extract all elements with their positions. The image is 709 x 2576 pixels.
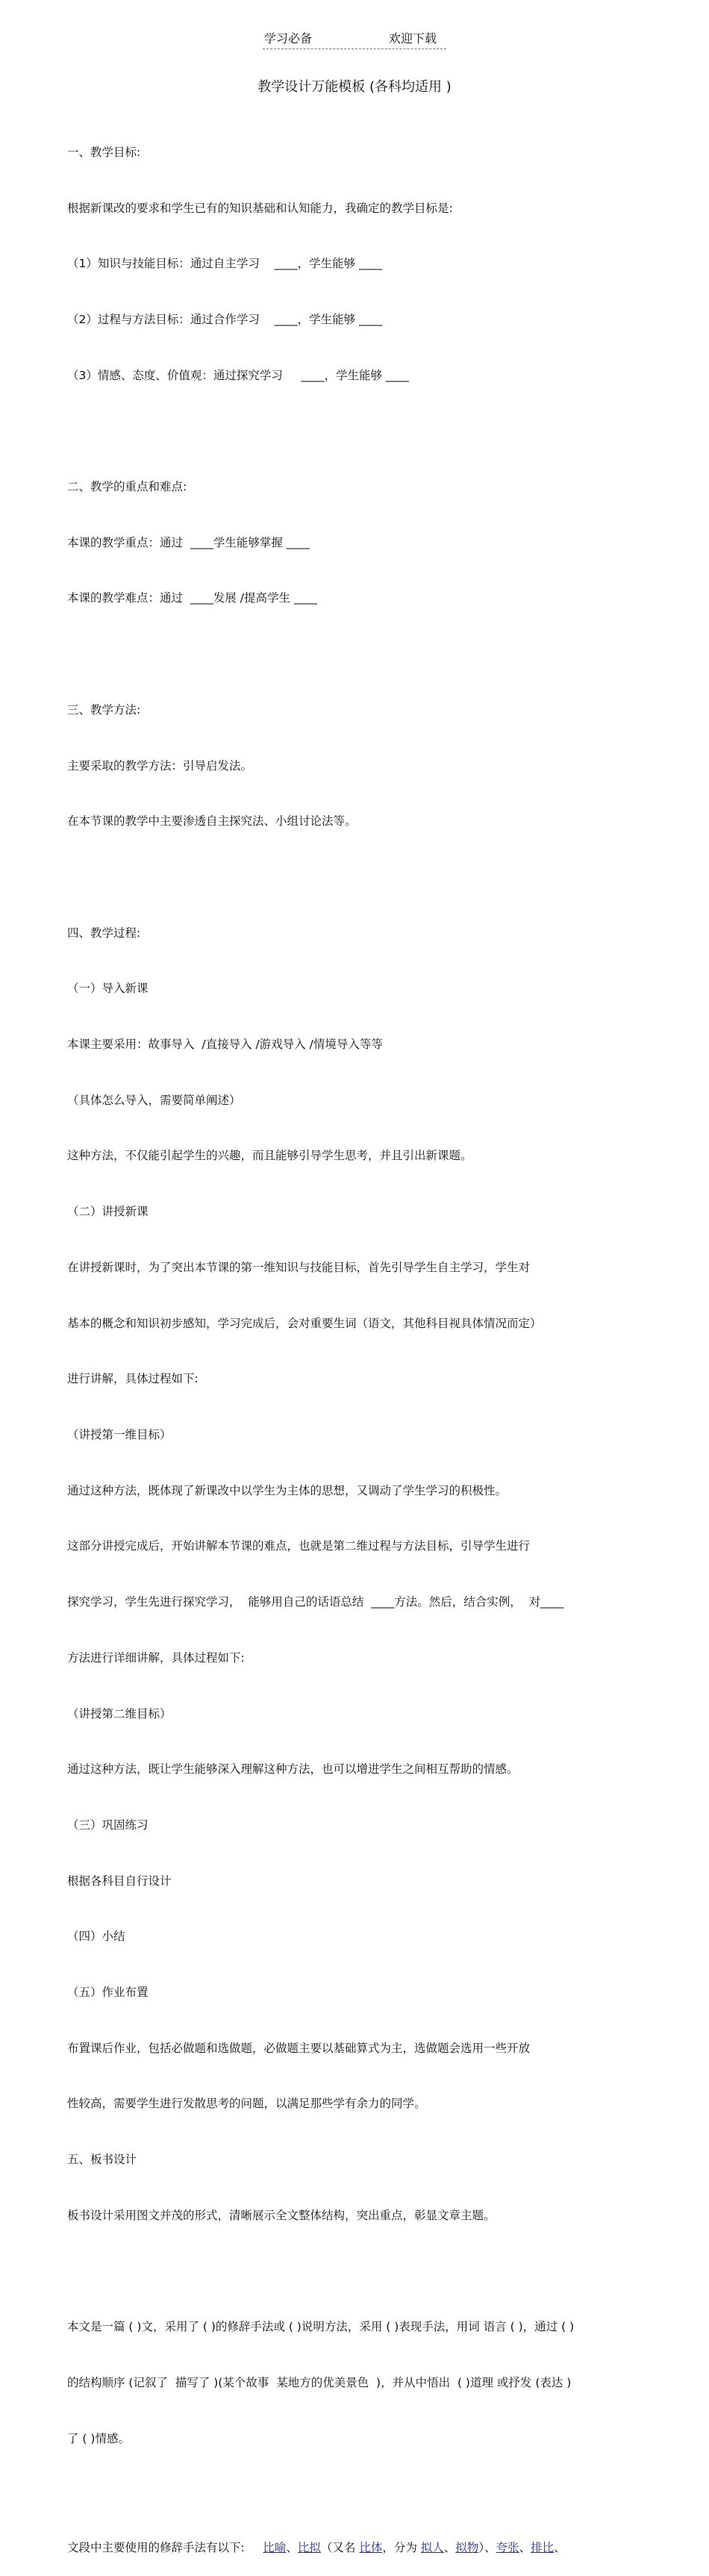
subsection-heading: （三）巩固练习 [67,1818,149,1832]
template-line: 了 ( )情感。 [67,2431,130,2445]
paragraph-line: 性较高，需要学生进行发散思考的问题，以满足那些学有余力的同学。 [67,2097,426,2111]
paragraph-line: 方法进行详细讲解，具体过程如下: [67,1650,245,1665]
template-line: 本文是一篇 ( )文，采用了 ( )的修辞手法或 ( )说明方法，采用 ( )表现手法，用词 语言 ( )，通过 ( ) [67,2320,575,2334]
paragraph-line: （讲授第一维目标） [67,1427,172,1441]
paragraph-line: 板书设计采用图文并茂的形式，清晰展示全文整体结构，突出重点，彰显文章主题。 [67,2208,496,2222]
header-right-text: 欢迎下载 [389,31,437,46]
page-header [263,31,446,49]
rhetoric-link-personification[interactable]: 拟人 [420,2541,444,2555]
paragraph-line: 在本节课的教学中主要渗透自主探究法、小组讨论法等。 [67,814,357,829]
rhetoric-prefix: 文段中主要使用的修辞手法有以下: [67,2541,263,2555]
separator: （又名 [320,2541,360,2555]
paragraph-line: 探究学习，学生先进行探究学习， 能够用自己的话语总结 ____方法。然后，结合实例， 对____ [67,1595,564,1609]
separator: 、 [286,2541,298,2555]
section-heading-key-points: 二、教学的重点和难点: [67,480,187,494]
paragraph-line: 在讲授新课时，为了突出本节课的第一维知识与技能目标，首先引导学生自主学习，学生对 [67,1260,531,1274]
rhetoric-link-analogy[interactable]: 比拟 [297,2541,321,2555]
paragraph-line: 本课主要采用：故事导入 /直接导入 /游戏导入 /情境导入等等 [67,1038,383,1052]
objective-item: （2）过程与方法目标：通过合作学习 ____，学生能够 ____ [67,312,382,326]
section-heading-board: 五、板书设计 [67,2153,137,2167]
paragraph-line: 本课的教学难点：通过 ____发展 /提高学生 ____ [67,591,317,605]
subsection-heading: （一）导入新课 [67,982,149,996]
paragraph-line: 根据新课改的要求和学生已有的知识基础和认知能力，我确定的教学目标是: [67,201,453,215]
paragraph-line: 通过这种方法，既让学生能够深入理解这种方法，也可以增进学生之间相互帮助的情感。 [67,1762,519,1777]
paragraph-line: 主要采取的教学方法：引导启发法。 [67,758,253,773]
paragraph-line: 进行讲解，具体过程如下: [67,1372,199,1386]
paragraph-line: （具体怎么导入，需要简单阐述） [67,1093,241,1107]
blank-line [67,645,657,664]
separator: ）、 [478,2541,496,2555]
template-line: 的结构顺序 (记叙了 描写了 )(某个故事 某地方的优美景色 )，并从中悟出 ( )道理 或抒发 (表达 ) [67,2375,572,2389]
rhetoric-link-hyperbole[interactable]: 夸张 [496,2541,519,2555]
paragraph-line: 这种方法，不仅能引起学生的兴趣，而且能够引导学生思考，并且引出新课题。 [67,1149,472,1163]
rhetoric-link-metaphor[interactable]: 比喻 [263,2541,287,2555]
rhetoric-link-biti[interactable]: 比体 [359,2541,383,2555]
subsection-heading: （二）讲授新课 [67,1205,149,1219]
paragraph-line: 基本的概念和知识初步感知，学习完成后，会对重要生词（语文，其他科目视具体情况而定） [67,1316,542,1330]
header-left-text: 学习必备 [264,31,313,46]
section-heading-process: 四、教学过程: [67,926,141,940]
document-title: 教学设计万能模板 (各科均适用 ) [257,79,452,95]
section-heading-methods: 三、教学方法: [67,702,141,717]
blank-line [67,422,657,440]
paragraph-line: 根据各科目自行设计 [67,1874,172,1888]
blank-line [67,2485,657,2501]
paragraph-line: 这部分讲授完成后，开始讲解本节课的难点，也就是第二维过程与方法目标，引导学生进行 [67,1539,531,1553]
separator: 、 [443,2541,456,2555]
subsection-heading: （五）作业布置 [67,1986,149,2000]
rhetoric-link-parallelism[interactable]: 排比 [531,2541,555,2555]
subsection-heading: （四）小结 [67,1930,125,1944]
paragraph-line: 本课的教学重点：通过 ____学生能够掌握 ____ [67,535,310,549]
section-heading-objectives: 一、教学目标: [67,145,141,159]
rhetoric-line [67,2539,657,2557]
paragraph-line: 布置课后作业，包括必做题和选做题，必做题主要以基础算式为主，选做题会选用一些开放 [67,2041,531,2055]
objective-item: （1）知识与技能目标：通过自主学习 ____，学生能够 ____ [67,257,382,271]
separator: 、 [519,2541,531,2555]
paragraph-line: 通过这种方法，既体现了新课改中以学生为主体的思想，又调动了学生学习的积极性。 [67,1483,507,1497]
objective-item: （3）情感、态度、价值观：通过探究学习 ____，学生能够 ____ [67,368,409,382]
blank-line [67,868,657,887]
separator: ，分为 [382,2541,421,2555]
document-body [67,106,657,2576]
separator: 、 [554,2541,566,2555]
blank-line [67,2262,657,2281]
paragraph-line: （讲授第二维目标） [67,1706,172,1721]
rhetoric-link-objectification[interactable]: 拟物 [455,2541,479,2555]
